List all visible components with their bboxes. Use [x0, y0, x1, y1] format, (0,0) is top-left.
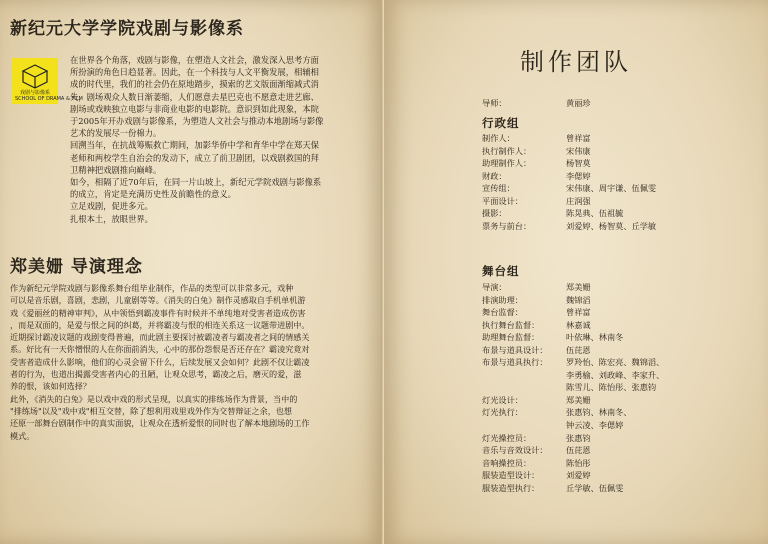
credit-row	[482, 344, 664, 357]
credit-names: 罗羚怡、陈宏亮、魏锦滔、	[566, 357, 665, 368]
credit-role: 音乐与音效设计：	[482, 445, 548, 456]
credit-row	[482, 356, 664, 369]
credit-row	[482, 444, 664, 457]
credit-names: 陈怡彤	[566, 457, 591, 468]
credit-row	[482, 419, 664, 432]
credit-names: 伍芘恩	[566, 445, 591, 456]
credit-row	[482, 306, 664, 319]
credit-names: 林嘉诚	[566, 319, 591, 330]
credit-row	[482, 132, 656, 145]
credit-row	[482, 220, 656, 233]
intro-line: 回溯当年，在抗战筹赈救亡期间，加影华侨中学和育华中学在郑天保	[70, 140, 319, 151]
credit-names: 宋伟康	[566, 145, 591, 156]
credit-names: 李偲婷	[566, 170, 591, 181]
credit-role: 财政：	[482, 170, 507, 181]
intro-line: 卫精神把戏剧推向巅峰。	[70, 164, 162, 175]
credit-row	[482, 482, 664, 495]
credit-names: 曾祥富	[566, 307, 591, 318]
credit-row	[482, 381, 664, 394]
credit-row	[482, 182, 656, 195]
credit-role: 票务与前台：	[482, 220, 532, 231]
department-logo	[12, 58, 83, 104]
credit-names: 刘爱婷	[566, 470, 591, 481]
vision-line: 受害者造成什么影响，他们的心灵会留下什么，后续发展又会如何？此剧不仅让霸凌	[10, 356, 310, 367]
credit-row	[482, 157, 656, 170]
credit-names: 张惠钧	[566, 432, 591, 443]
credit-role: 平面设计：	[482, 195, 523, 206]
production-team-title: 制作团队	[520, 48, 632, 76]
credit-row	[482, 369, 664, 382]
credit-row	[482, 281, 664, 294]
credit-names: 黄丽珍	[566, 98, 591, 108]
credit-role: 布景与道具设计：	[482, 344, 548, 355]
credit-role	[482, 369, 566, 382]
intro-line: 剧场或戏映独立电影与非商业电影的电影院。意识到如此现象，本院	[70, 103, 319, 114]
credit-role: 导演：	[482, 282, 507, 292]
credit-role: 助理制作人：	[482, 158, 532, 169]
logo-text-cn: 戏剧与影像系	[19, 90, 50, 96]
director-vision-text	[10, 282, 376, 442]
credit-row	[482, 207, 656, 220]
credit-names: 李勇榆、刘政峰、李家升、	[566, 369, 665, 380]
credit-row	[482, 195, 656, 208]
department-intro	[70, 54, 370, 225]
intro-line: 老师和两校学生自治会的发动下，成立了前卫剧团，以戏剧救国的拜	[70, 152, 319, 163]
admin-group-credits	[482, 132, 656, 232]
credit-role: 制作人：	[482, 133, 515, 143]
credit-names: 伍芘恩	[566, 344, 591, 355]
intro-line: 立足戏剧，促进多元。	[70, 201, 153, 212]
director-credit	[482, 97, 591, 110]
school-title: 新纪元大学学院戏剧与影像系	[10, 19, 244, 39]
credit-role: 导师：	[482, 98, 507, 108]
credit-row	[482, 457, 664, 470]
credit-role: 执行制作人：	[482, 145, 532, 156]
intro-line: 所扮演的角色日趋显著。因此，在一个科技与人文平衡发展，相辅相	[70, 67, 319, 78]
credit-names: 曾祥富	[566, 133, 591, 143]
credit-role: 摄影：	[482, 208, 507, 219]
credit-names: 宋伟康、周宇谦、伍佩雯	[566, 183, 657, 194]
credit-role	[482, 419, 566, 432]
vision-line: 系。好比有一天你憎恨的人在你面前消失，心中的那份怨恨是否还存在？霸凌究竟对	[10, 344, 310, 355]
intro-line: 的成立，肯定是充满历史性及前瞻性的意义。	[70, 189, 236, 200]
intro-line: 于2005年开办戏剧与影像系，为塑造人文社会与推动本地剧场与影像	[70, 116, 324, 127]
credit-row	[482, 145, 656, 158]
vision-line: 此外，《消失的白兔》是以戏中戏的形式呈现，以真实的排练场作为背景，当中的	[10, 393, 298, 404]
credit-role: 助理舞台监督：	[482, 332, 540, 343]
credit-row	[482, 97, 591, 110]
vision-line: 近期探讨霸凌议题的戏剧变得普遍，而此剧主要探讨被霸凌者与霸凌者之间的情感关	[10, 332, 310, 343]
logo-text	[15, 90, 83, 102]
credit-names: 陈晃典、伍祖毓	[566, 208, 624, 219]
credit-role: 排演助理：	[482, 294, 523, 305]
credit-role: 执行舞台监督：	[482, 319, 540, 330]
credit-names: 刘爱婷、杨智莫、丘学敏	[566, 220, 657, 231]
credit-role	[482, 381, 566, 394]
vision-line: 作为新纪元学院戏剧与影像系舞台组毕业制作，作品的类型可以非常多元，戏种	[10, 283, 294, 293]
credit-names: 庄润强	[566, 195, 591, 206]
vision-line: 模式。	[10, 430, 35, 441]
credit-names: 魏锦滔	[566, 294, 591, 305]
vision-line: "排练场"以及"戏中戏"相互交替，除了想利用戏里戏外作为交替辩证之余，也想	[10, 405, 292, 416]
intro-line: 在世界各个角落，戏剧与影像，在塑造人文社会，激发深入思考方面	[70, 55, 319, 65]
intro-line: 扎根本土，放眼世界。	[70, 213, 153, 224]
credit-row	[482, 331, 664, 344]
vision-line: 戏《爱丽丝的精神审判》，从中领悟到霸凌事件有时候并不单纯地对受害者造成伤害	[10, 307, 306, 318]
credit-names: 郑美姗	[566, 394, 591, 405]
director-vision-heading: 郑美姗 导演理念	[10, 257, 143, 277]
intro-line: 成的时代里，我们的社会仍在原地踏步，摸索的艺文版面渐缩减式消	[70, 79, 319, 90]
vision-line: 还原一部舞台剧制作中的真实面貌，让观众在透析爱恨的同时也了解本地剧场的工作	[10, 418, 310, 429]
vision-line: 养的恨，该如何选择？	[10, 381, 91, 392]
cube-logo-icon	[21, 63, 49, 89]
credit-names: 张惠钧、林南冬、	[566, 407, 632, 418]
credit-role: 布景与道具执行：	[482, 357, 548, 368]
stage-group-title: 舞台组	[482, 264, 520, 278]
intro-line: 失，剧场观众人数日渐萎缩，人们愿意去星巴克也不愿意走进艺廊、	[70, 91, 319, 102]
credit-role: 舞台监督：	[482, 307, 523, 318]
stage-group-credits	[482, 281, 664, 494]
credit-row	[482, 432, 664, 445]
logo-text-en: SCHOOL OF DRAMA & FILM	[15, 96, 83, 102]
credit-row	[482, 469, 664, 482]
intro-line: 艺术的发展尽一份棉力。	[70, 128, 162, 139]
vision-line: ，而是双面的，是爱与恨之间的纠葛，并将霸凌与恨的相连关系这一议题带进剧中。	[10, 319, 310, 330]
credit-row	[482, 294, 664, 307]
credit-role: 灯光执行：	[482, 407, 523, 418]
credit-names: 丘学敏、伍佩雯	[566, 482, 624, 493]
credit-role: 服装造型设计：	[482, 470, 540, 481]
credit-names: 杨智莫	[566, 158, 591, 169]
credit-row	[482, 394, 664, 407]
admin-group-title: 行政组	[482, 116, 520, 130]
credit-role: 灯光操控员：	[482, 432, 532, 443]
credit-row	[482, 406, 664, 419]
credit-names: 叶依琳、林南冬	[566, 332, 624, 343]
right-page	[384, 0, 768, 544]
credit-role: 服装造型执行：	[482, 482, 540, 493]
vision-line: 可以是音乐剧，喜剧，悲剧，儿童剧等等。《消失的白兔》制作灵感取自手机单机游	[10, 295, 306, 306]
credit-row	[482, 170, 656, 183]
credit-names: 钟云凌、李偲婷	[566, 420, 624, 431]
credit-row	[482, 319, 664, 332]
credit-role: 音响操控员：	[482, 457, 532, 468]
credit-names: 郑美姗	[566, 282, 591, 292]
credit-role: 灯光设计：	[482, 394, 523, 405]
credit-names: 陈雪儿、陈怡彤、张惠钧	[566, 382, 657, 393]
vision-line: 者的行为，也道出揭露受害者内心的丑陋，让观众思考，霸凌之后，磨灭的爱，滋	[10, 369, 302, 380]
intro-line: 如今，相隔了近70年后，在同一片山坡上，新纪元学院戏剧与影像系	[70, 177, 322, 188]
credit-role: 宣传组：	[482, 183, 515, 194]
